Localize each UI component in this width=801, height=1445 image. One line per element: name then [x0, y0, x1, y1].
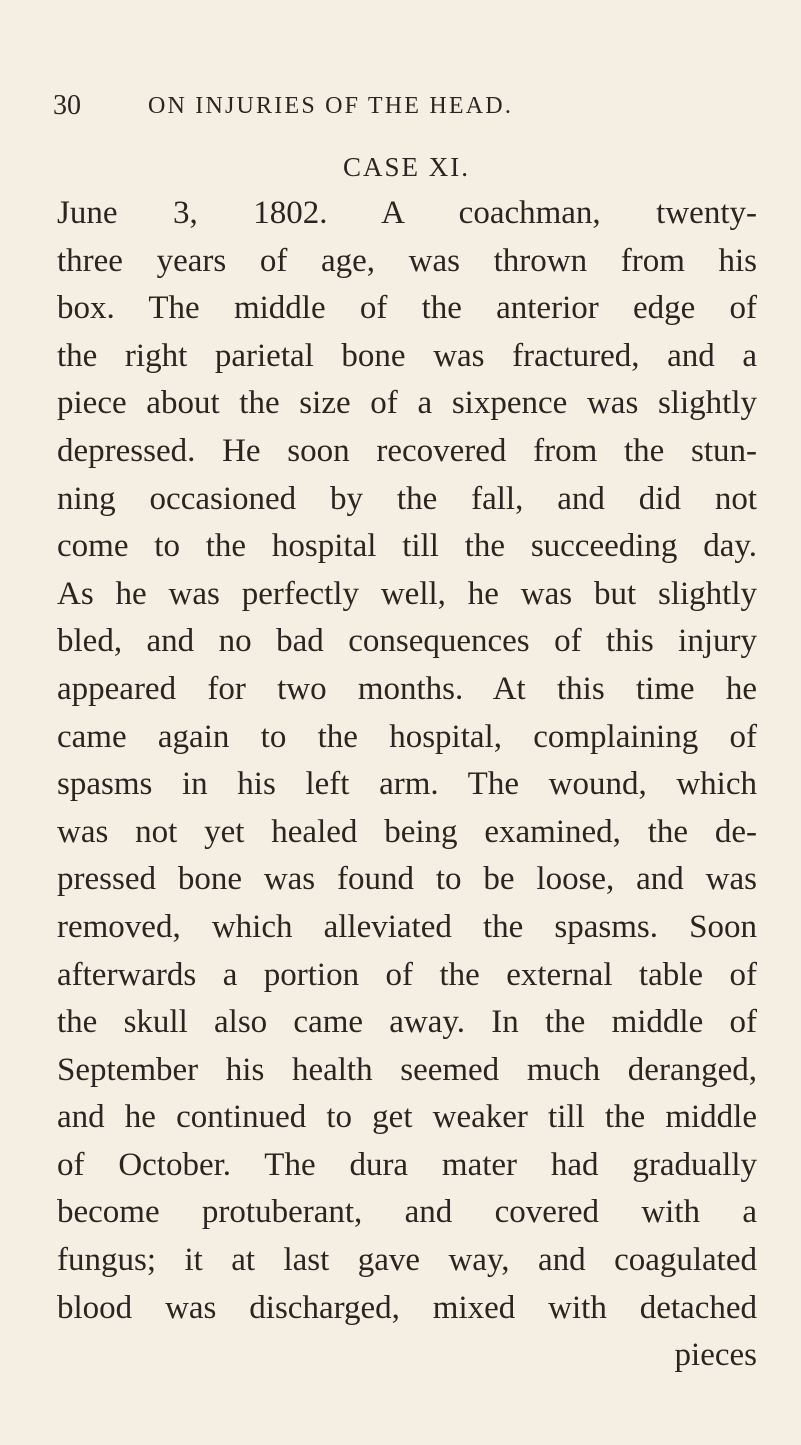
text-line: afterwards a portion of the external table of [57, 956, 757, 993]
catchword: pieces [674, 1337, 757, 1374]
text-line: fungus; it at last gave way, and coagulated [57, 1242, 757, 1279]
text-line: September his health seemed much deranged, [57, 1051, 757, 1088]
text-line: spasms in his left arm. The wound, which [57, 766, 757, 803]
running-head: ON INJURIES OF THE HEAD. [148, 93, 514, 119]
text-line: As he was perfectly well, he was but slightly [57, 575, 757, 612]
text-line: came again to the hospital, complaining of [57, 718, 757, 755]
text-line: appeared for two months. At this time he [57, 670, 757, 707]
text-line: June 3, 1802. A coachman, twenty- [57, 195, 757, 231]
text-line: piece about the size of a sixpence was slightly [57, 385, 757, 422]
text-line: come to the hospital till the succeeding day. [57, 528, 757, 565]
text-line: the right parietal bone was fractured, and a [57, 337, 757, 374]
text-line: bled, and no bad consequences of this injury [57, 623, 757, 660]
body-text [57, 190, 757, 1380]
text-line: ning occasioned by the fall, and did not [57, 480, 757, 517]
text-line: box. The middle of the anterior edge of [57, 290, 757, 327]
text-line: was not yet healed being examined, the de- [57, 813, 757, 850]
text-line: the skull also came away. In the middle of [57, 1004, 757, 1041]
text-line: and he continued to get weaker till the middle [57, 1099, 757, 1136]
text-line: depressed. He soon recovered from the stun- [57, 432, 757, 469]
text-line: three years of age, was thrown from his [57, 242, 757, 279]
text-line: blood was discharged, mixed with detached [57, 1289, 757, 1326]
case-heading: CASE XI. [342, 152, 470, 182]
text-line: become protuberant, and covered with a [57, 1194, 757, 1231]
text-line: removed, which alleviated the spasms. Soon [57, 908, 757, 945]
text-line: pressed bone was found to be loose, and was [57, 861, 757, 898]
page-number: 30 [53, 90, 81, 121]
text-line: of October. The dura mater had gradually [57, 1146, 757, 1183]
